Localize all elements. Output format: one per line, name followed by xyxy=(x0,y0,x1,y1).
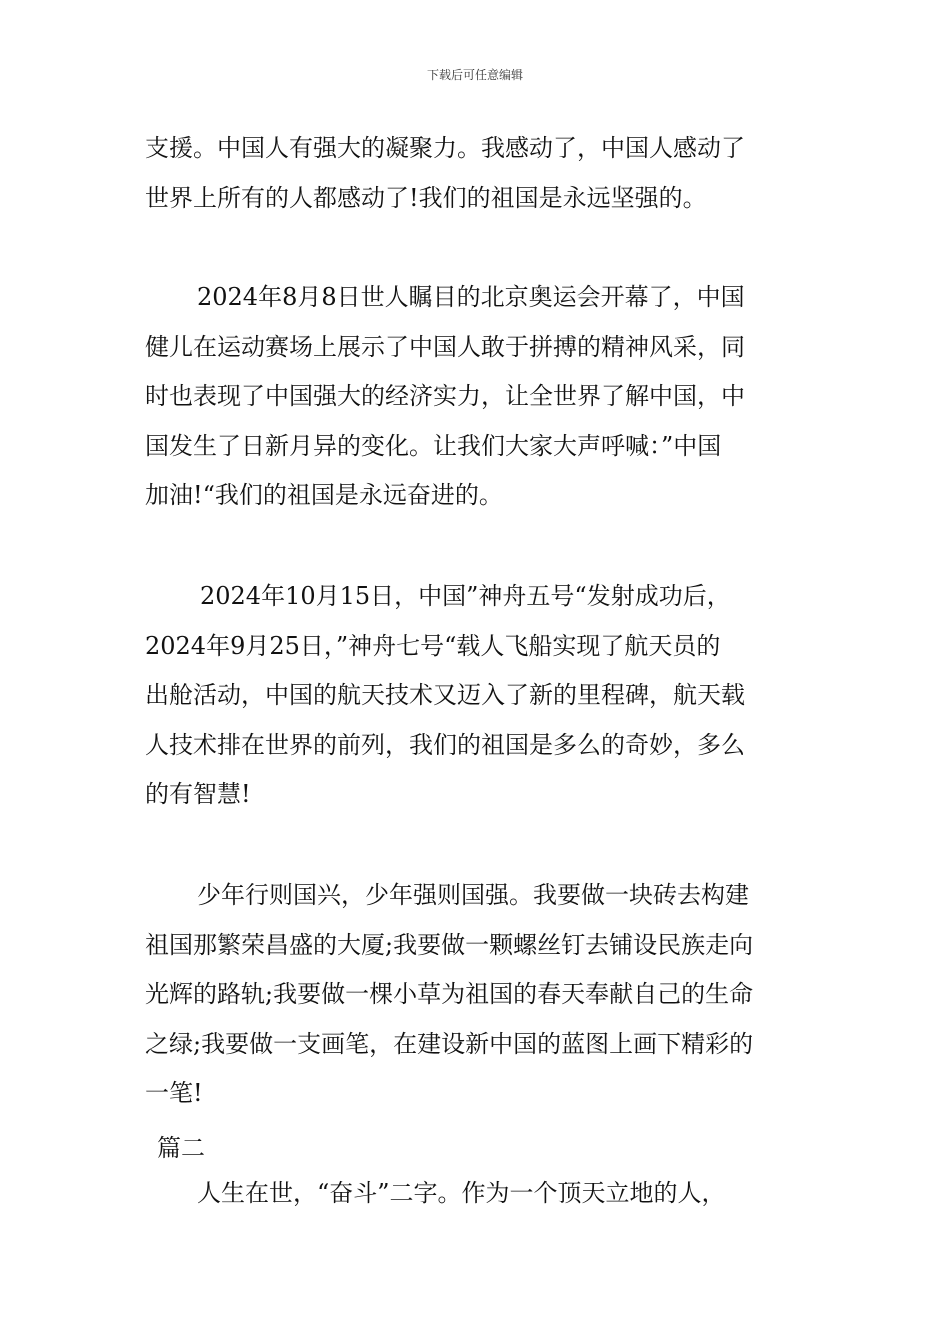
paragraph-1 xyxy=(145,124,815,223)
paragraph-line: 人生在世，“奋斗”二字。作为一个顶天立地的人， xyxy=(197,1179,726,1207)
paragraph-line: 世界上所有的人都感动了!我们的祖国是永远坚强的。 xyxy=(145,183,707,212)
paragraph-line: 2024年8月8日世人瞩目的北京奥运会开幕了，中国 xyxy=(197,283,745,311)
paragraph-4 xyxy=(145,871,815,1119)
paragraph-line: 出舱活动，中国的航天技术又迈入了新的里程碑，航天载 xyxy=(145,681,745,709)
paragraph-line: 支援。中国人有强大的凝聚力。我感动了，中国人感动了 xyxy=(145,134,745,162)
paragraph-line: 国发生了日新月异的变化。让我们大家大声呼喊：”中国 xyxy=(145,431,722,460)
paragraph-line: 时也表现了中国强大的经济实力，让全世界了解中国，中 xyxy=(145,382,745,410)
paragraph-line: 健儿在运动赛场上展示了中国人敢于拼搏的精神风采，同 xyxy=(145,332,745,361)
section-label: 篇二 xyxy=(157,1134,205,1162)
paragraph-line: 之绿;我要做一支画笔，在建设新中国的蓝图上画下精彩的 xyxy=(145,1029,754,1058)
paragraph-line: 2024年9月25日，”神舟七号“载人飞船实现了航天员的 xyxy=(145,631,721,660)
paragraph-line: 祖国那繁荣昌盛的大厦;我要做一颗螺丝钉去铺设民族走向 xyxy=(145,930,754,959)
paragraph-line: 的有智慧! xyxy=(145,780,251,808)
paragraph-line: 人技术排在世界的前列，我们的祖国是多么的奇妙，多么 xyxy=(145,730,745,759)
paragraph-line: 2024年10月15日，中国”神舟五号“发射成功后， xyxy=(200,582,731,610)
paragraph-5 xyxy=(145,1169,815,1219)
paragraph-line: 少年行则国兴，少年强则国强。我要做一块砖去构建 xyxy=(197,881,749,909)
paragraph-3 xyxy=(145,572,815,820)
paragraph-line: 光辉的路轨;我要做一棵小草为祖国的春天奉献自己的生命 xyxy=(145,980,754,1008)
paragraph-2 xyxy=(145,273,815,521)
paragraph-line: 加油!“我们的祖国是永远奋进的。 xyxy=(145,481,503,509)
paragraph-line: 一笔! xyxy=(145,1079,203,1107)
header-note: 下载后可任意编辑 xyxy=(426,68,523,82)
